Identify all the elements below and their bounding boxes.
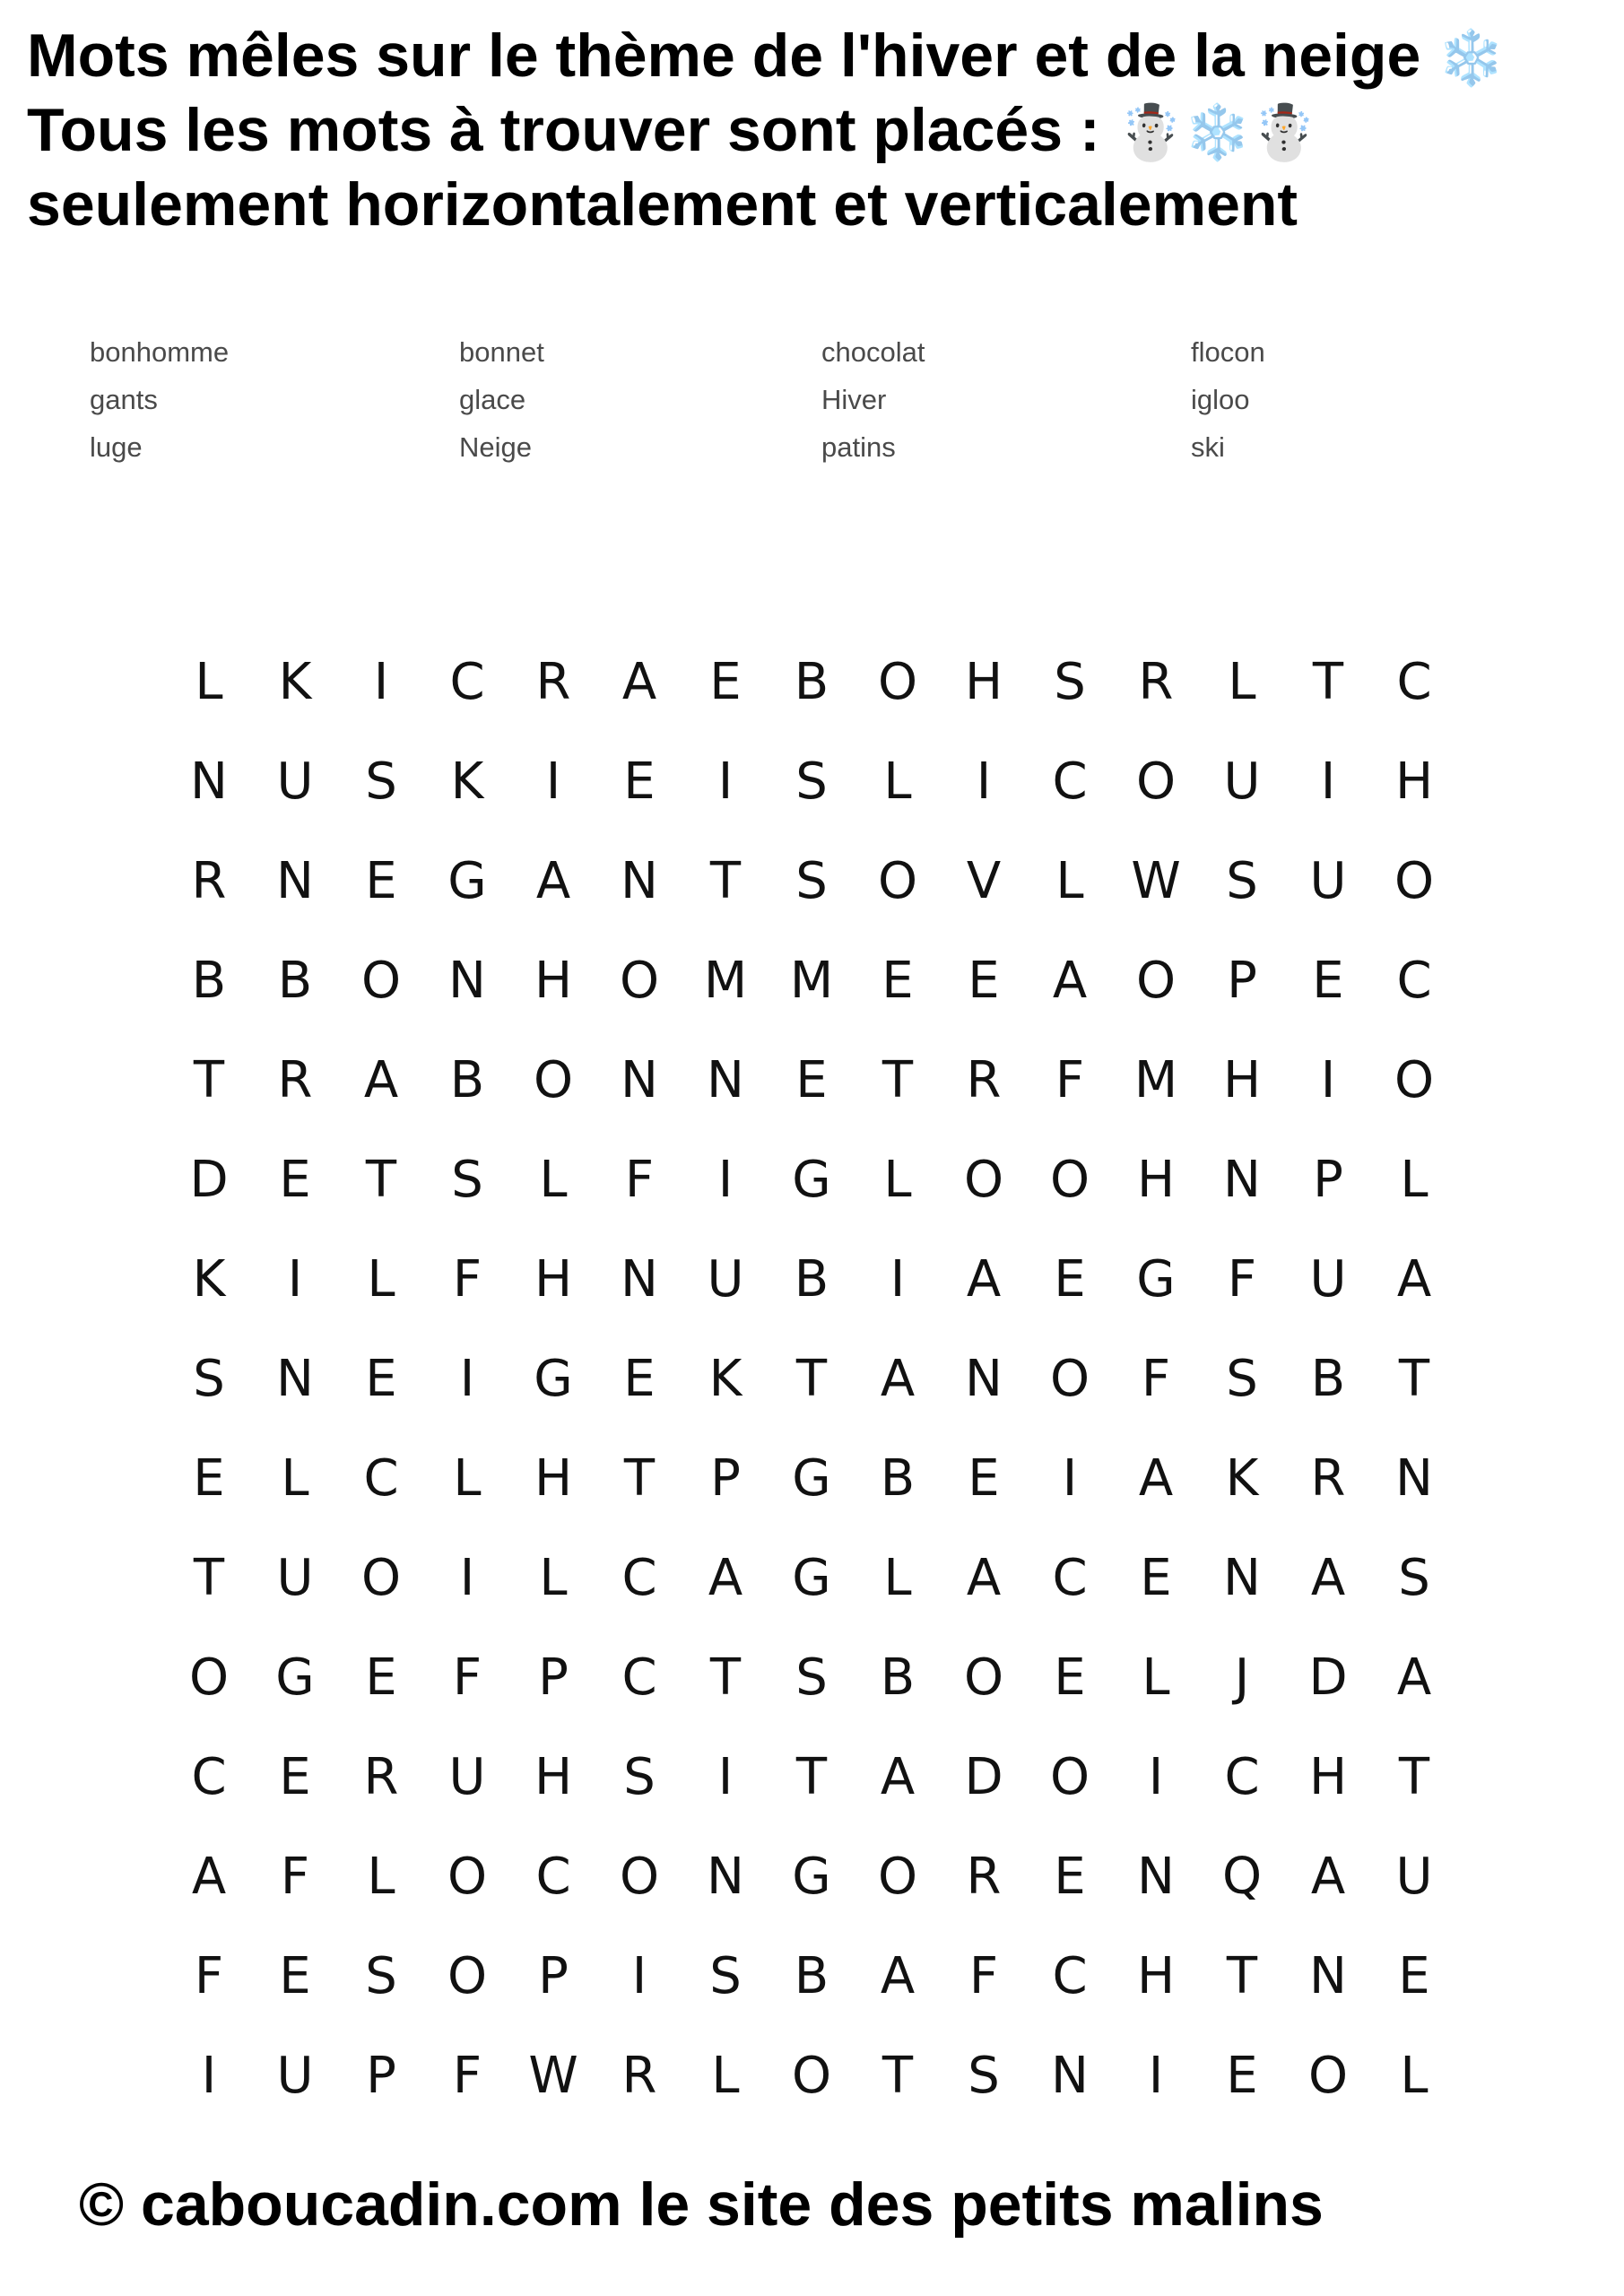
grid-cell[interactable]: R bbox=[535, 653, 571, 711]
grid-cell[interactable]: A bbox=[708, 1549, 743, 1607]
grid-cell[interactable]: P bbox=[1313, 1151, 1343, 1209]
grid-cell[interactable]: K bbox=[278, 653, 312, 711]
grid-cell[interactable]: S bbox=[968, 2047, 1000, 2105]
grid-cell[interactable]: A bbox=[1396, 1250, 1432, 1309]
grid-cell[interactable]: M bbox=[703, 952, 748, 1010]
grid-cell[interactable]: R bbox=[966, 1051, 1002, 1109]
grid-cell[interactable]: O bbox=[360, 1549, 402, 1607]
grid-cell[interactable]: O bbox=[1394, 1051, 1435, 1109]
grid-cell[interactable]: A bbox=[1138, 1449, 1174, 1508]
grid-cell[interactable]: N bbox=[1223, 1549, 1261, 1607]
grid-cell[interactable]: C bbox=[1052, 1549, 1088, 1607]
grid-cell[interactable]: F bbox=[280, 1848, 310, 1906]
grid-cell[interactable]: C bbox=[1396, 952, 1432, 1010]
grid-cell[interactable]: A bbox=[363, 1051, 399, 1109]
grid-cell[interactable]: K bbox=[192, 1250, 226, 1309]
grid-cell[interactable]: K bbox=[450, 752, 484, 811]
grid-cell[interactable]: E bbox=[709, 653, 742, 711]
word-list-item: patins bbox=[821, 431, 896, 463]
grid-cell[interactable]: A bbox=[966, 1549, 1002, 1607]
grid-cell[interactable]: N bbox=[190, 752, 228, 811]
grid-cell[interactable]: N bbox=[1309, 1947, 1347, 2005]
grid-cell[interactable]: B bbox=[191, 952, 227, 1010]
grid-cell[interactable]: L bbox=[883, 1151, 912, 1209]
grid-cell[interactable]: K bbox=[708, 1350, 743, 1408]
grid-cell[interactable]: U bbox=[1309, 1250, 1347, 1309]
grid-cell[interactable]: I bbox=[890, 1250, 906, 1309]
grid-cell[interactable]: I bbox=[373, 653, 389, 711]
grid-cell[interactable]: N bbox=[1051, 2047, 1089, 2105]
grid-cell[interactable]: W bbox=[1131, 852, 1181, 910]
grid-cell[interactable]: I bbox=[1062, 1449, 1078, 1508]
grid-cell[interactable]: I bbox=[545, 752, 561, 811]
grid-cell[interactable]: U bbox=[1223, 752, 1261, 811]
grid-cell[interactable]: A bbox=[191, 1848, 227, 1906]
grid-cell[interactable]: O bbox=[1135, 952, 1177, 1010]
grid-cell[interactable]: N bbox=[965, 1350, 1003, 1408]
grid-cell[interactable]: L bbox=[1142, 1648, 1170, 1707]
grid-cell[interactable]: P bbox=[1227, 952, 1257, 1010]
grid-cell[interactable]: E bbox=[1226, 2047, 1258, 2105]
grid-cell[interactable]: A bbox=[621, 653, 657, 711]
grid-cell[interactable]: A bbox=[1052, 952, 1088, 1010]
grid-cell[interactable]: I bbox=[1320, 1051, 1336, 1109]
grid-cell[interactable]: O bbox=[877, 852, 918, 910]
grid-cell[interactable]: N bbox=[1137, 1848, 1175, 1906]
grid-cell[interactable]: S bbox=[795, 752, 828, 811]
grid-cell[interactable]: E bbox=[279, 1748, 311, 1806]
grid-cell[interactable]: T bbox=[881, 1051, 914, 1109]
grid-cell[interactable]: O bbox=[447, 1848, 488, 1906]
word-list-item: Hiver bbox=[821, 384, 887, 415]
grid-cell[interactable]: R bbox=[1138, 653, 1174, 711]
grid-cell[interactable]: R bbox=[363, 1748, 399, 1806]
grid-cell[interactable]: I bbox=[287, 1250, 303, 1309]
snowman-snowflake-icon: ☃️❄️☃️ bbox=[1116, 101, 1318, 164]
grid-cell[interactable]: F bbox=[1055, 1051, 1085, 1109]
grid-cell[interactable]: E bbox=[881, 952, 914, 1010]
grid-cell[interactable]: E bbox=[1140, 1549, 1172, 1607]
grid-cell[interactable]: L bbox=[1400, 1151, 1429, 1209]
page-title bbox=[27, 20, 1605, 240]
grid-cell[interactable]: E bbox=[365, 852, 397, 910]
grid-cell[interactable]: G bbox=[792, 1848, 831, 1906]
grid-cell[interactable]: T bbox=[1226, 1947, 1258, 2005]
grid-cell[interactable]: P bbox=[538, 1947, 569, 2005]
grid-cell[interactable]: G bbox=[792, 1549, 831, 1607]
grid-cell[interactable]: E bbox=[1054, 1648, 1086, 1707]
grid-cell[interactable]: A bbox=[880, 1947, 916, 2005]
grid-cell[interactable]: T bbox=[881, 2047, 914, 2105]
grid-cell[interactable]: S bbox=[1054, 653, 1086, 711]
grid-cell[interactable]: T bbox=[1312, 653, 1344, 711]
grid-cell[interactable]: C bbox=[1396, 653, 1432, 711]
grid-cell[interactable]: R bbox=[191, 852, 227, 910]
grid-cell[interactable]: O bbox=[791, 2047, 832, 2105]
grid-cell[interactable]: P bbox=[538, 1648, 569, 1707]
grid-cell[interactable]: F bbox=[452, 1250, 482, 1309]
grid-cell[interactable]: O bbox=[1307, 2047, 1349, 2105]
title-line-3: seulement horizontalement et verticalement bbox=[27, 170, 1298, 239]
grid-cell[interactable]: C bbox=[621, 1549, 657, 1607]
grid-cell[interactable]: I bbox=[717, 1151, 734, 1209]
grid-cell[interactable]: T bbox=[709, 852, 742, 910]
grid-cell[interactable]: E bbox=[623, 1350, 656, 1408]
grid-cell[interactable]: L bbox=[711, 2047, 740, 2105]
grid-cell[interactable]: B bbox=[449, 1051, 485, 1109]
grid-cell[interactable]: E bbox=[1054, 1848, 1086, 1906]
grid-cell[interactable]: H bbox=[964, 653, 1003, 711]
grid-cell[interactable]: A bbox=[1310, 1848, 1346, 1906]
grid-cell[interactable]: H bbox=[534, 1250, 573, 1309]
grid-cell[interactable]: B bbox=[794, 653, 829, 711]
grid-cell[interactable]: A bbox=[880, 1748, 916, 1806]
grid-cell[interactable]: G bbox=[792, 1449, 831, 1508]
grid-cell[interactable]: F bbox=[1227, 1250, 1257, 1309]
grid-cell[interactable]: N bbox=[621, 852, 658, 910]
grid-cell[interactable]: N bbox=[621, 1051, 658, 1109]
grid-cell[interactable]: L bbox=[1055, 852, 1084, 910]
grid-cell[interactable]: D bbox=[1308, 1648, 1348, 1707]
grid-cell[interactable]: S bbox=[365, 752, 397, 811]
grid-cell[interactable]: S bbox=[795, 1648, 828, 1707]
grid-cell[interactable]: E bbox=[968, 1449, 1000, 1508]
title-line-1 bbox=[27, 20, 1605, 94]
word-list-item: igloo bbox=[1191, 384, 1250, 415]
grid-cell[interactable]: T bbox=[1398, 1748, 1430, 1806]
grid-cell[interactable]: B bbox=[277, 952, 313, 1010]
grid-cell[interactable]: L bbox=[883, 752, 912, 811]
grid-cell[interactable]: N bbox=[276, 852, 314, 910]
word-list-item: bonhomme bbox=[90, 336, 230, 368]
grid-cell[interactable]: H bbox=[1394, 752, 1434, 811]
grid-cell[interactable]: S bbox=[451, 1151, 483, 1209]
grid-cell[interactable]: E bbox=[193, 1449, 225, 1508]
grid-cell[interactable]: F bbox=[1141, 1350, 1171, 1408]
grid-cell[interactable]: O bbox=[533, 1051, 574, 1109]
grid-cell[interactable]: N bbox=[707, 1051, 744, 1109]
grid-cell[interactable]: S bbox=[623, 1748, 656, 1806]
grid-cell[interactable]: B bbox=[880, 1449, 916, 1508]
grid-cell[interactable]: H bbox=[534, 1748, 573, 1806]
grid-cell[interactable]: G bbox=[1136, 1250, 1176, 1309]
grid-cell[interactable]: B bbox=[794, 1947, 829, 2005]
grid-cell[interactable]: G bbox=[447, 852, 487, 910]
grid-cell[interactable]: H bbox=[1136, 1151, 1176, 1209]
grid-cell[interactable]: E bbox=[968, 952, 1000, 1010]
grid-cell[interactable]: E bbox=[279, 1947, 311, 2005]
grid-cell[interactable]: L bbox=[539, 1151, 568, 1209]
grid-cell[interactable]: O bbox=[1394, 852, 1435, 910]
grid-cell[interactable]: C bbox=[621, 1648, 657, 1707]
grid-cell[interactable]: T bbox=[193, 1549, 225, 1607]
grid-cell[interactable]: U bbox=[276, 2047, 314, 2105]
grid-cell[interactable]: G bbox=[792, 1151, 831, 1209]
word-list bbox=[90, 332, 1489, 474]
grid-cell[interactable]: O bbox=[877, 653, 918, 711]
grid-cell[interactable]: U bbox=[448, 1748, 486, 1806]
grid-cell[interactable]: N bbox=[707, 1848, 744, 1906]
grid-cell[interactable]: T bbox=[795, 1350, 828, 1408]
grid-cell[interactable]: F bbox=[624, 1151, 655, 1209]
grid-cell[interactable]: E bbox=[365, 1648, 397, 1707]
grid-cell[interactable]: L bbox=[281, 1449, 309, 1508]
grid-cell[interactable]: T bbox=[193, 1051, 225, 1109]
grid-cell[interactable]: C bbox=[1052, 752, 1088, 811]
grid-cell[interactable]: U bbox=[1395, 1848, 1433, 1906]
grid-cell[interactable]: C bbox=[1052, 1947, 1088, 2005]
grid-cell[interactable]: E bbox=[365, 1350, 397, 1408]
grid-cell[interactable]: O bbox=[963, 1151, 1004, 1209]
grid-cell[interactable]: C bbox=[363, 1449, 399, 1508]
word-list-item: Neige bbox=[459, 431, 532, 463]
grid-cell[interactable]: T bbox=[623, 1449, 656, 1508]
grid-cell[interactable]: R bbox=[966, 1848, 1002, 1906]
grid-cell[interactable]: S bbox=[709, 1947, 742, 2005]
grid-cell[interactable]: N bbox=[621, 1250, 658, 1309]
grid-cell[interactable]: S bbox=[795, 852, 828, 910]
grid-cell[interactable]: N bbox=[1223, 1151, 1261, 1209]
grid-cell[interactable]: O bbox=[877, 1848, 918, 1906]
grid-cell[interactable]: L bbox=[1228, 653, 1256, 711]
grid-cell[interactable]: A bbox=[1396, 1648, 1432, 1707]
grid-cell[interactable]: H bbox=[534, 952, 573, 1010]
grid-cell[interactable]: F bbox=[452, 1648, 482, 1707]
grid-cell[interactable]: O bbox=[447, 1947, 488, 2005]
title-line-2-text: Tous les mots à trouver sont placés : bbox=[27, 96, 1100, 164]
grid-cell[interactable]: E bbox=[1054, 1250, 1086, 1309]
grid-cell[interactable]: H bbox=[1136, 1947, 1176, 2005]
grid-cell[interactable]: E bbox=[623, 752, 656, 811]
grid-cell[interactable]: E bbox=[1312, 952, 1344, 1010]
grid-cell[interactable]: U bbox=[707, 1250, 744, 1309]
grid-cell[interactable]: F bbox=[968, 1947, 999, 2005]
grid-cell[interactable]: P bbox=[710, 1449, 741, 1508]
grid-cell[interactable]: L bbox=[539, 1549, 568, 1607]
grid-cell[interactable]: T bbox=[795, 1748, 828, 1806]
grid-cell[interactable]: D bbox=[189, 1151, 229, 1209]
grid-cell[interactable]: A bbox=[880, 1350, 916, 1408]
word-list-item: bonnet bbox=[459, 336, 544, 368]
grid-cell[interactable]: L bbox=[195, 653, 223, 711]
grid-cell[interactable]: M bbox=[1133, 1051, 1178, 1109]
grid-cell[interactable]: E bbox=[1398, 1947, 1430, 2005]
grid-cell[interactable]: N bbox=[448, 952, 486, 1010]
grid-cell[interactable]: O bbox=[619, 952, 660, 1010]
grid-cell[interactable]: K bbox=[1225, 1449, 1259, 1508]
grid-cell[interactable]: B bbox=[1310, 1350, 1346, 1408]
grid-cell[interactable]: Q bbox=[1221, 1848, 1263, 1906]
grid-cell[interactable]: H bbox=[534, 1449, 573, 1508]
grid-cell[interactable]: L bbox=[1400, 2047, 1429, 2105]
grid-cell[interactable]: C bbox=[449, 653, 485, 711]
word-list-item: flocon bbox=[1191, 336, 1265, 368]
title-line-2 bbox=[27, 94, 1605, 169]
grid-cell[interactable]: T bbox=[709, 1648, 742, 1707]
grid-cell[interactable]: R bbox=[277, 1051, 313, 1109]
grid-cell[interactable]: B bbox=[880, 1648, 916, 1707]
grid-cell[interactable]: U bbox=[276, 1549, 314, 1607]
grid-cell[interactable]: S bbox=[193, 1350, 225, 1408]
grid-cell[interactable]: J bbox=[1234, 1648, 1250, 1707]
grid-cell[interactable]: S bbox=[1398, 1549, 1430, 1607]
grid-cell[interactable]: V bbox=[966, 852, 1002, 910]
grid-cell[interactable]: I bbox=[631, 1947, 647, 2005]
grid-cell[interactable]: H bbox=[1308, 1748, 1348, 1806]
grid-cell[interactable]: E bbox=[279, 1151, 311, 1209]
grid-cell[interactable]: I bbox=[201, 2047, 217, 2105]
grid-cell[interactable]: O bbox=[619, 1848, 660, 1906]
word-list-item: ski bbox=[1191, 431, 1225, 463]
grid-cell[interactable]: L bbox=[453, 1449, 482, 1508]
grid-cell[interactable]: O bbox=[963, 1648, 1004, 1707]
grid-cell[interactable]: R bbox=[1310, 1449, 1346, 1508]
grid-cell[interactable]: U bbox=[276, 752, 314, 811]
grid-cell[interactable]: F bbox=[452, 2047, 482, 2105]
grid-cell[interactable]: D bbox=[964, 1748, 1003, 1806]
grid-cell[interactable]: O bbox=[1049, 1748, 1090, 1806]
grid-cell[interactable]: I bbox=[1148, 1748, 1164, 1806]
grid-cell[interactable]: O bbox=[188, 1648, 230, 1707]
grid-cell[interactable]: F bbox=[194, 1947, 224, 2005]
grid-cell[interactable]: I bbox=[1320, 752, 1336, 811]
grid-cell[interactable]: I bbox=[717, 1748, 734, 1806]
grid-cell[interactable]: U bbox=[1309, 852, 1347, 910]
grid-cell[interactable]: A bbox=[966, 1250, 1002, 1309]
grid-cell[interactable]: M bbox=[789, 952, 834, 1010]
grid-cell[interactable]: C bbox=[535, 1848, 571, 1906]
grid-cell[interactable]: S bbox=[365, 1947, 397, 2005]
grid-cell[interactable]: A bbox=[535, 852, 571, 910]
grid-cell[interactable]: N bbox=[276, 1350, 314, 1408]
grid-cell[interactable]: N bbox=[1395, 1449, 1433, 1508]
grid-cell[interactable]: G bbox=[534, 1350, 573, 1408]
word-list-item: glace bbox=[459, 384, 526, 415]
grid-cell[interactable]: O bbox=[1135, 752, 1177, 811]
grid-cell[interactable]: W bbox=[528, 2047, 578, 2105]
grid-cell[interactable]: A bbox=[1310, 1549, 1346, 1607]
grid-cell[interactable]: L bbox=[367, 1250, 395, 1309]
grid-cell[interactable]: H bbox=[1222, 1051, 1262, 1109]
grid-cell[interactable]: S bbox=[1226, 852, 1258, 910]
grid-cell[interactable]: B bbox=[794, 1250, 829, 1309]
grid-cell[interactable]: S bbox=[1226, 1350, 1258, 1408]
grid-cell[interactable]: T bbox=[365, 1151, 397, 1209]
grid-cell[interactable]: L bbox=[367, 1848, 395, 1906]
grid-cell[interactable]: C bbox=[191, 1748, 227, 1806]
grid-cell[interactable]: I bbox=[1148, 2047, 1164, 2105]
snowflake-icon: ❄️ bbox=[1437, 27, 1505, 90]
grid-cell[interactable]: I bbox=[459, 1549, 475, 1607]
grid-cell[interactable]: E bbox=[795, 1051, 828, 1109]
grid-cell[interactable]: P bbox=[366, 2047, 396, 2105]
letter-grid bbox=[166, 632, 1457, 2126]
title-line-1-text: Mots mêles sur le thème de l'hiver et de la neige bbox=[27, 22, 1421, 90]
grid-cell[interactable]: I bbox=[717, 752, 734, 811]
footer-credit: © caboucadin.com le site des petits malins bbox=[79, 2170, 1324, 2239]
grid-cell[interactable]: G bbox=[275, 1648, 315, 1707]
word-list-item: gants bbox=[90, 384, 158, 415]
grid-cell[interactable]: O bbox=[1049, 1151, 1090, 1209]
grid-cell[interactable]: T bbox=[1398, 1350, 1430, 1408]
grid-cell[interactable]: L bbox=[883, 1549, 912, 1607]
word-list-item: chocolat bbox=[821, 336, 925, 368]
grid-cell[interactable]: I bbox=[459, 1350, 475, 1408]
grid-cell[interactable]: O bbox=[1049, 1350, 1090, 1408]
word-list-item: luge bbox=[90, 431, 143, 463]
grid-cell[interactable]: R bbox=[621, 2047, 657, 2105]
grid-cell[interactable]: I bbox=[976, 752, 992, 811]
grid-cell[interactable]: C bbox=[1224, 1748, 1260, 1806]
grid-cell[interactable]: O bbox=[360, 952, 402, 1010]
